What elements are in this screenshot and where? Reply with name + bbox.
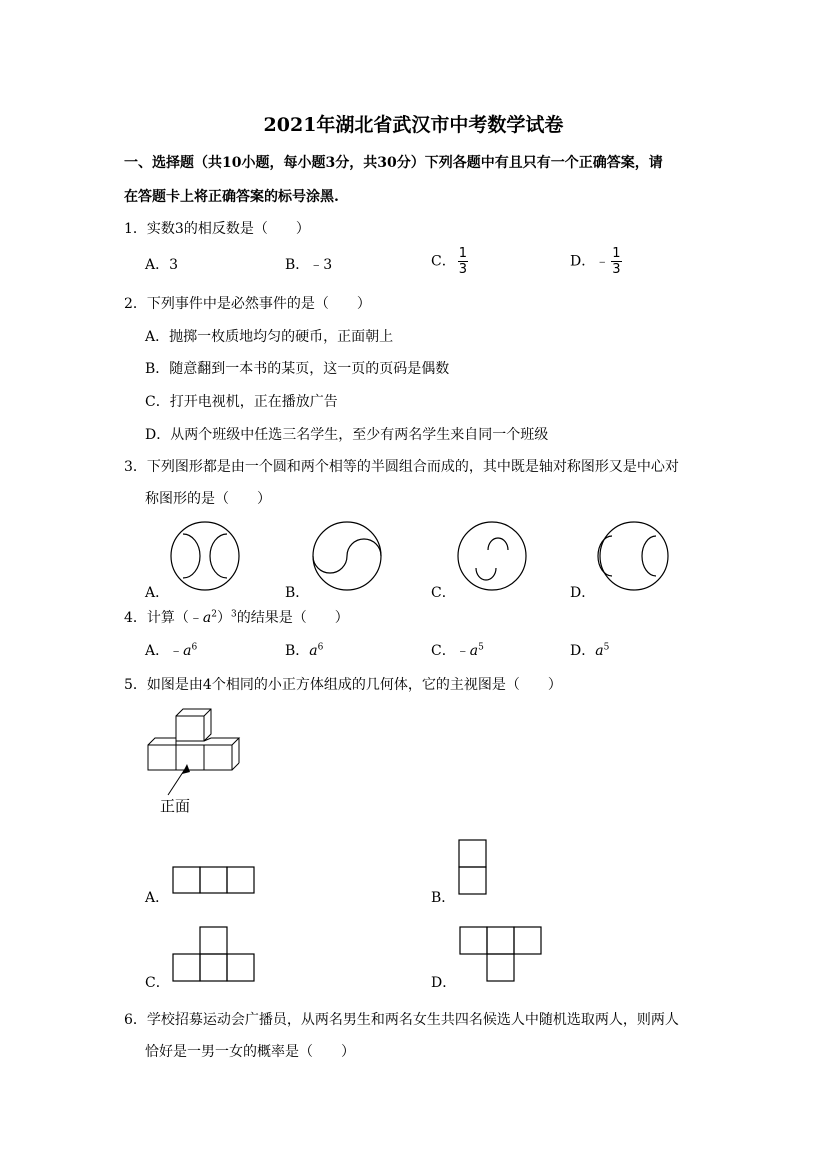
q3-figure-d — [594, 518, 674, 598]
q5-label-d: D． — [431, 975, 457, 991]
q4-option-a: A．$﹣a^6$ — [145, 642, 198, 659]
q5-option-b-figure — [458, 839, 490, 897]
q3-figure-c — [452, 518, 532, 598]
q5-option-d-figure — [459, 926, 545, 984]
section-heading-line1: 一、选择题（共10小题，每小题3分，共30分）下列各题中有且只有一个正确答案，请 — [124, 155, 663, 171]
q1-option-c: C． $\frac{1}{3}$ — [431, 246, 467, 277]
q1-option-a: A．3 — [145, 257, 179, 273]
q2-option-d: D．从两个班级中任选三名学生，至少有两名学生来自同一个班级 — [145, 427, 549, 443]
q2-option-a: A．抛掷一枚质地均匀的硬币，正面朝上 — [145, 329, 394, 345]
question-3-stem-line2: 称图形的是（ ） — [145, 491, 271, 507]
q5-label-a: A． — [145, 890, 170, 906]
q5-option-a-figure — [172, 866, 258, 896]
front-label: 正面 — [160, 797, 191, 815]
fraction: $\frac{1}{3}$ — [458, 246, 467, 277]
q3-label-d: D． — [570, 585, 596, 601]
q5-label-c: C． — [145, 975, 170, 991]
q4-option-b: B．$a^6$ — [285, 642, 324, 659]
q2-option-b: B．随意翻到一本书的某页，这一页的页码是偶数 — [145, 361, 450, 377]
q4-option-d: D．$a^5$ — [570, 642, 610, 659]
q5-label-b: B． — [431, 890, 456, 906]
question-4-stem: 4．计算$(﹣a^2)^3$的结果是（ ） — [124, 609, 349, 626]
question-5-stem: 5．如图是由4个相同的小正方体组成的几何体，它的主视图是（ ） — [124, 677, 562, 693]
q4-option-c: C．$﹣a^5$ — [431, 642, 484, 659]
question-1-stem: 1．实数3的相反数是（ ） — [124, 221, 310, 237]
q3-label-a: A． — [145, 585, 170, 601]
q5-option-c-figure — [172, 926, 258, 984]
q3-label-c: C． — [431, 585, 456, 601]
q3-figure-b — [307, 518, 387, 598]
fraction: $\frac{1}{3}$ — [612, 246, 621, 277]
q1-option-b: B．﹣3 — [285, 257, 333, 273]
q3-label-b: B． — [285, 585, 310, 601]
section-heading-line2: 在答题卡上将正确答案的标号涂黑. — [124, 189, 339, 205]
exam-title: 2021年湖北省武汉市中考数学试卷 — [263, 114, 564, 136]
q1-option-d: D．﹣ $\frac{1}{3}$ — [570, 246, 621, 277]
question-2-stem: 2．下列事件中是必然事件的是（ ） — [124, 296, 371, 312]
question-3-stem-line1: 3．下列图形都是由一个圆和两个相等的半圆组合而成的，其中既是轴对称图形又是中心对 — [124, 459, 679, 475]
question-6-stem-line2: 恰好是一男一女的概率是（ ） — [145, 1044, 355, 1060]
q2-option-c: C．打开电视机，正在播放广告 — [145, 394, 338, 410]
front-direction-arrow — [160, 760, 200, 800]
question-6-stem-line1: 6．学校招募运动会广播员，从两名男生和两名女生共四名候选人中随机选取两人，则两人 — [124, 1012, 679, 1028]
q3-figure-a — [165, 520, 245, 600]
